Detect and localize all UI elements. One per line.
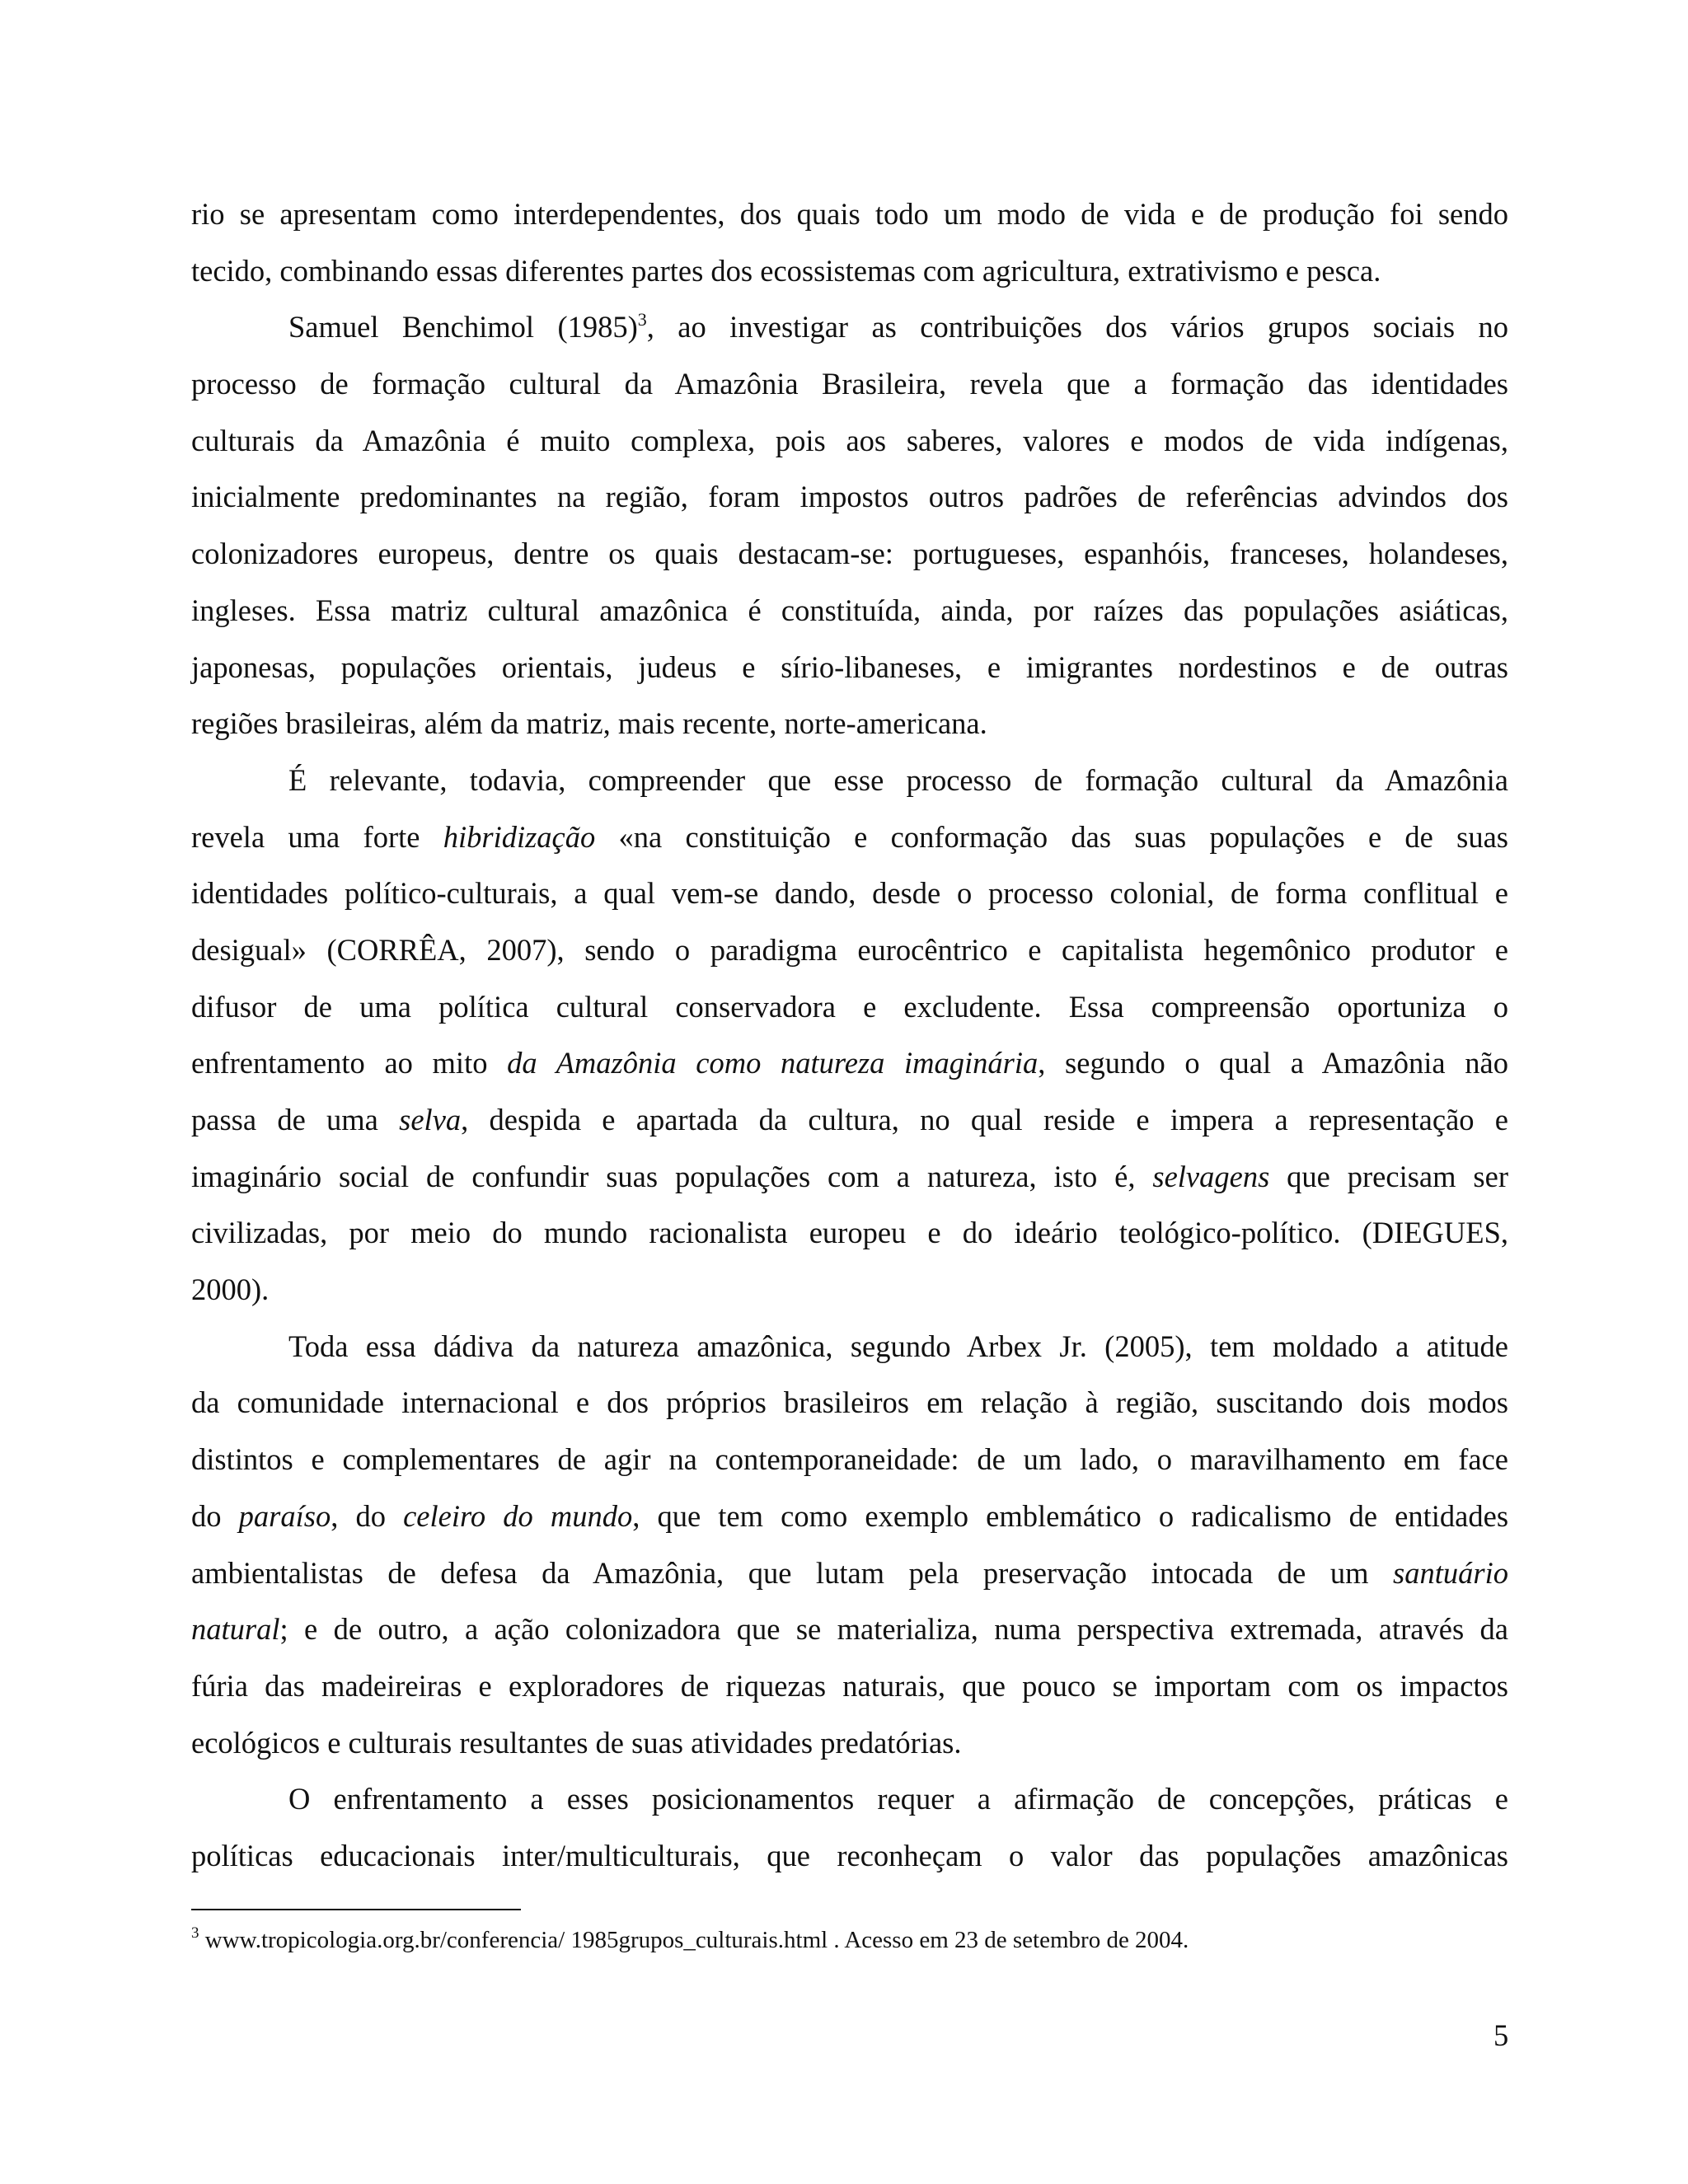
italic-term: da Amazônia como natureza imaginária	[507, 1046, 1039, 1080]
text-run: , segundo o qual a Amazônia não	[1038, 1046, 1508, 1080]
text-run: ambientalistas de defesa da Amazônia, que lutam pela preservação intocada de um	[191, 1555, 1394, 1590]
text-line: O enfrentamento a esses posicionamentos requer a afirmação de concepções, práticas e	[288, 1782, 1508, 1816]
page-number: 5	[1493, 2018, 1509, 2052]
text-line: ingleses. Essa matriz cultural amazônica é constituída, ainda, por raízes das populações asiáticas,	[191, 593, 1508, 627]
text-line: ecológicos e culturais resultantes de suas atividades predatórias.	[191, 1725, 962, 1760]
italic-term: selvagens	[1152, 1159, 1270, 1193]
text-line	[191, 1545, 1508, 1602]
text-run: imaginário social de confundir suas populações com a natureza, isto é,	[191, 1159, 1153, 1193]
text-run: , que tem como exemplo emblemático o radicalismo de entidades	[632, 1498, 1509, 1533]
italic-term: natural	[191, 1612, 280, 1647]
text-run: «na constituição e conformação das suas populações e de suas	[595, 819, 1508, 854]
text-line: desigual» (CORRÊA, 2007), sendo o paradigma eurocêntrico e capitalista hegemônico produtor e	[191, 932, 1508, 967]
italic-term: hibridização	[443, 819, 596, 854]
text-line: distintos e complementares de agir na contemporaneidade: de um lado, o maravilhamento em face	[191, 1442, 1508, 1477]
text-line: rio se apresentam como interdependentes, dos quais todo um modo de vida e de produção foi sendo	[191, 197, 1508, 231]
text-line	[191, 1601, 1508, 1658]
footnote-text: www.tropicologia.org.br/conferencia/ 1985grupos_culturais.html . Acesso em 23 de setembro de 2004.	[199, 1927, 1189, 1953]
footnote-reference: 3	[637, 309, 647, 330]
text-line: Toda essa dádiva da natureza amazônica, segundo Arbex Jr. (2005), tem moldado a atitude	[288, 1329, 1508, 1363]
text-run: passa de uma	[191, 1103, 400, 1137]
text-line: regiões brasileiras, além da matriz, mais recente, norte-americana.	[191, 706, 987, 741]
text-line	[191, 1149, 1508, 1206]
text-line: processo de formação cultural da Amazônia Brasileira, revela que a formação das identidades	[191, 367, 1508, 401]
text-line: fúria das madeireiras e exploradores de riquezas naturais, que pouco se importam com os impactos	[191, 1668, 1508, 1703]
text-line: É relevante, todavia, compreender que esse processo de formação cultural da Amazônia	[288, 762, 1508, 797]
footnote	[191, 1924, 1189, 1957]
italic-term: santuário	[1393, 1555, 1508, 1590]
text-line	[191, 1035, 1508, 1092]
footnote-divider	[191, 1909, 521, 1910]
text-line: colonizadores europeus, dentre os quais destacam-se: portugueses, espanhóis, franceses, holandeses,	[191, 537, 1508, 571]
text-line	[191, 1092, 1508, 1149]
text-line: difusor de uma política cultural conservadora e excludente. Essa compreensão oportuniza o	[191, 989, 1508, 1024]
text-line: identidades político-culturais, a qual vem-se dando, desde o processo colonial, de forma conflitual e	[191, 876, 1508, 911]
text-line: civilizadas, por meio do mundo racionalista europeu e do ideário teológico-político. (DIEGUES,	[191, 1216, 1508, 1250]
text-run: enfrentamento ao mito	[191, 1046, 508, 1080]
text-line	[191, 299, 1508, 356]
text-line	[191, 809, 1508, 866]
text-line: inicialmente predominantes na região, foram impostos outros padrões de referências advindos dos	[191, 480, 1508, 514]
text-line: tecido, combinando essas diferentes partes dos ecossistemas com agricultura, extrativismo e pesca.	[191, 253, 1381, 288]
text-line: políticas educacionais inter/multiculturais, que reconheçam o valor das populações amazônicas	[191, 1838, 1508, 1872]
text-run: que precisam ser	[1269, 1159, 1508, 1193]
text-line: da comunidade internacional e dos próprios brasileiros em relação à região, suscitando dois modos	[191, 1385, 1508, 1420]
footnote-marker: 3	[191, 1924, 199, 1942]
text-run: Samuel Benchimol (1985)	[288, 310, 638, 344]
text-line	[191, 1488, 1508, 1545]
italic-term: paraíso	[238, 1498, 331, 1533]
italic-term: celeiro do mundo	[403, 1498, 633, 1533]
text-run: , ao investigar as contribuições dos vários grupos sociais no	[646, 310, 1508, 344]
text-run: ; e de outro, a ação colonizadora que se materializa, numa perspectiva extremada, através da	[279, 1612, 1508, 1647]
italic-term: selva	[399, 1103, 462, 1137]
text-run: revela uma forte	[191, 819, 443, 854]
body-text	[191, 186, 1508, 1885]
text-run: , despida e apartada da cultura, no qual reside e impera a representação e	[461, 1103, 1508, 1137]
text-line: japonesas, populações orientais, judeus e sírio-libaneses, e imigrantes nordestinos e de outras	[191, 649, 1508, 684]
text-line: culturais da Amazônia é muito complexa, pois aos saberes, valores e modos de vida indígenas,	[191, 423, 1508, 457]
text-run: , do	[331, 1498, 404, 1533]
text-run: do	[191, 1498, 239, 1533]
text-line: 2000).	[191, 1272, 270, 1307]
